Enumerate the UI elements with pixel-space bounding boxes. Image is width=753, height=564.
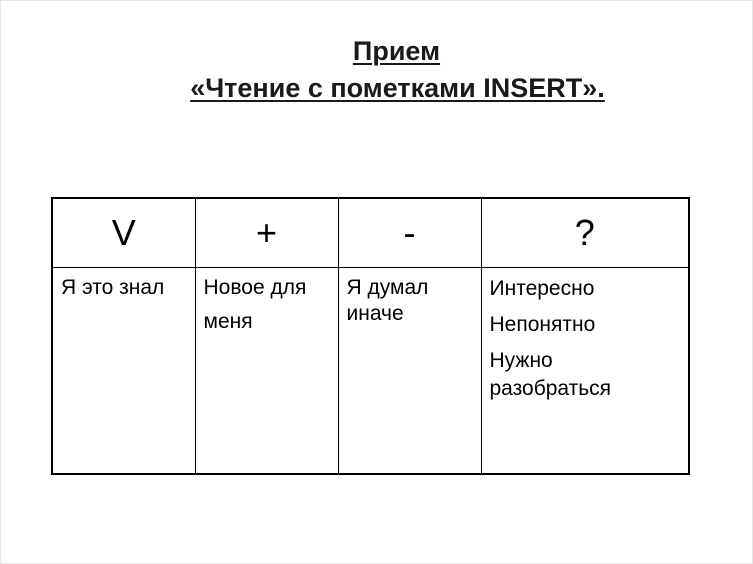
cell-text: Нужно bbox=[489, 349, 553, 372]
cell-text: иначе bbox=[346, 302, 404, 325]
cell-text: Я думал bbox=[346, 276, 429, 299]
insert-table bbox=[51, 197, 690, 475]
cell-thought-otherwise bbox=[338, 268, 481, 475]
cell-text: меня bbox=[203, 310, 253, 333]
cell-knew-it bbox=[52, 268, 195, 475]
cell-text: Непонятно bbox=[489, 313, 596, 336]
table-header-row bbox=[52, 198, 689, 268]
cell-questions bbox=[481, 268, 689, 475]
header-cell-minus: - bbox=[338, 198, 481, 268]
header-cell-question: ? bbox=[481, 198, 689, 268]
slide-title bbox=[0, 33, 753, 107]
title-line-1: Прием bbox=[352, 36, 441, 66]
header-cell-v: V bbox=[52, 198, 195, 268]
cell-text: Я это знал bbox=[61, 276, 165, 299]
cell-new-for-me bbox=[195, 268, 338, 475]
cell-text: разобраться bbox=[489, 377, 612, 400]
cell-text: Новое для bbox=[203, 276, 307, 299]
cell-text: Интересно bbox=[489, 277, 595, 300]
header-cell-plus: + bbox=[195, 198, 338, 268]
table-row bbox=[52, 268, 689, 475]
title-line-2: «Чтение с пометками INSERT». bbox=[190, 73, 605, 103]
